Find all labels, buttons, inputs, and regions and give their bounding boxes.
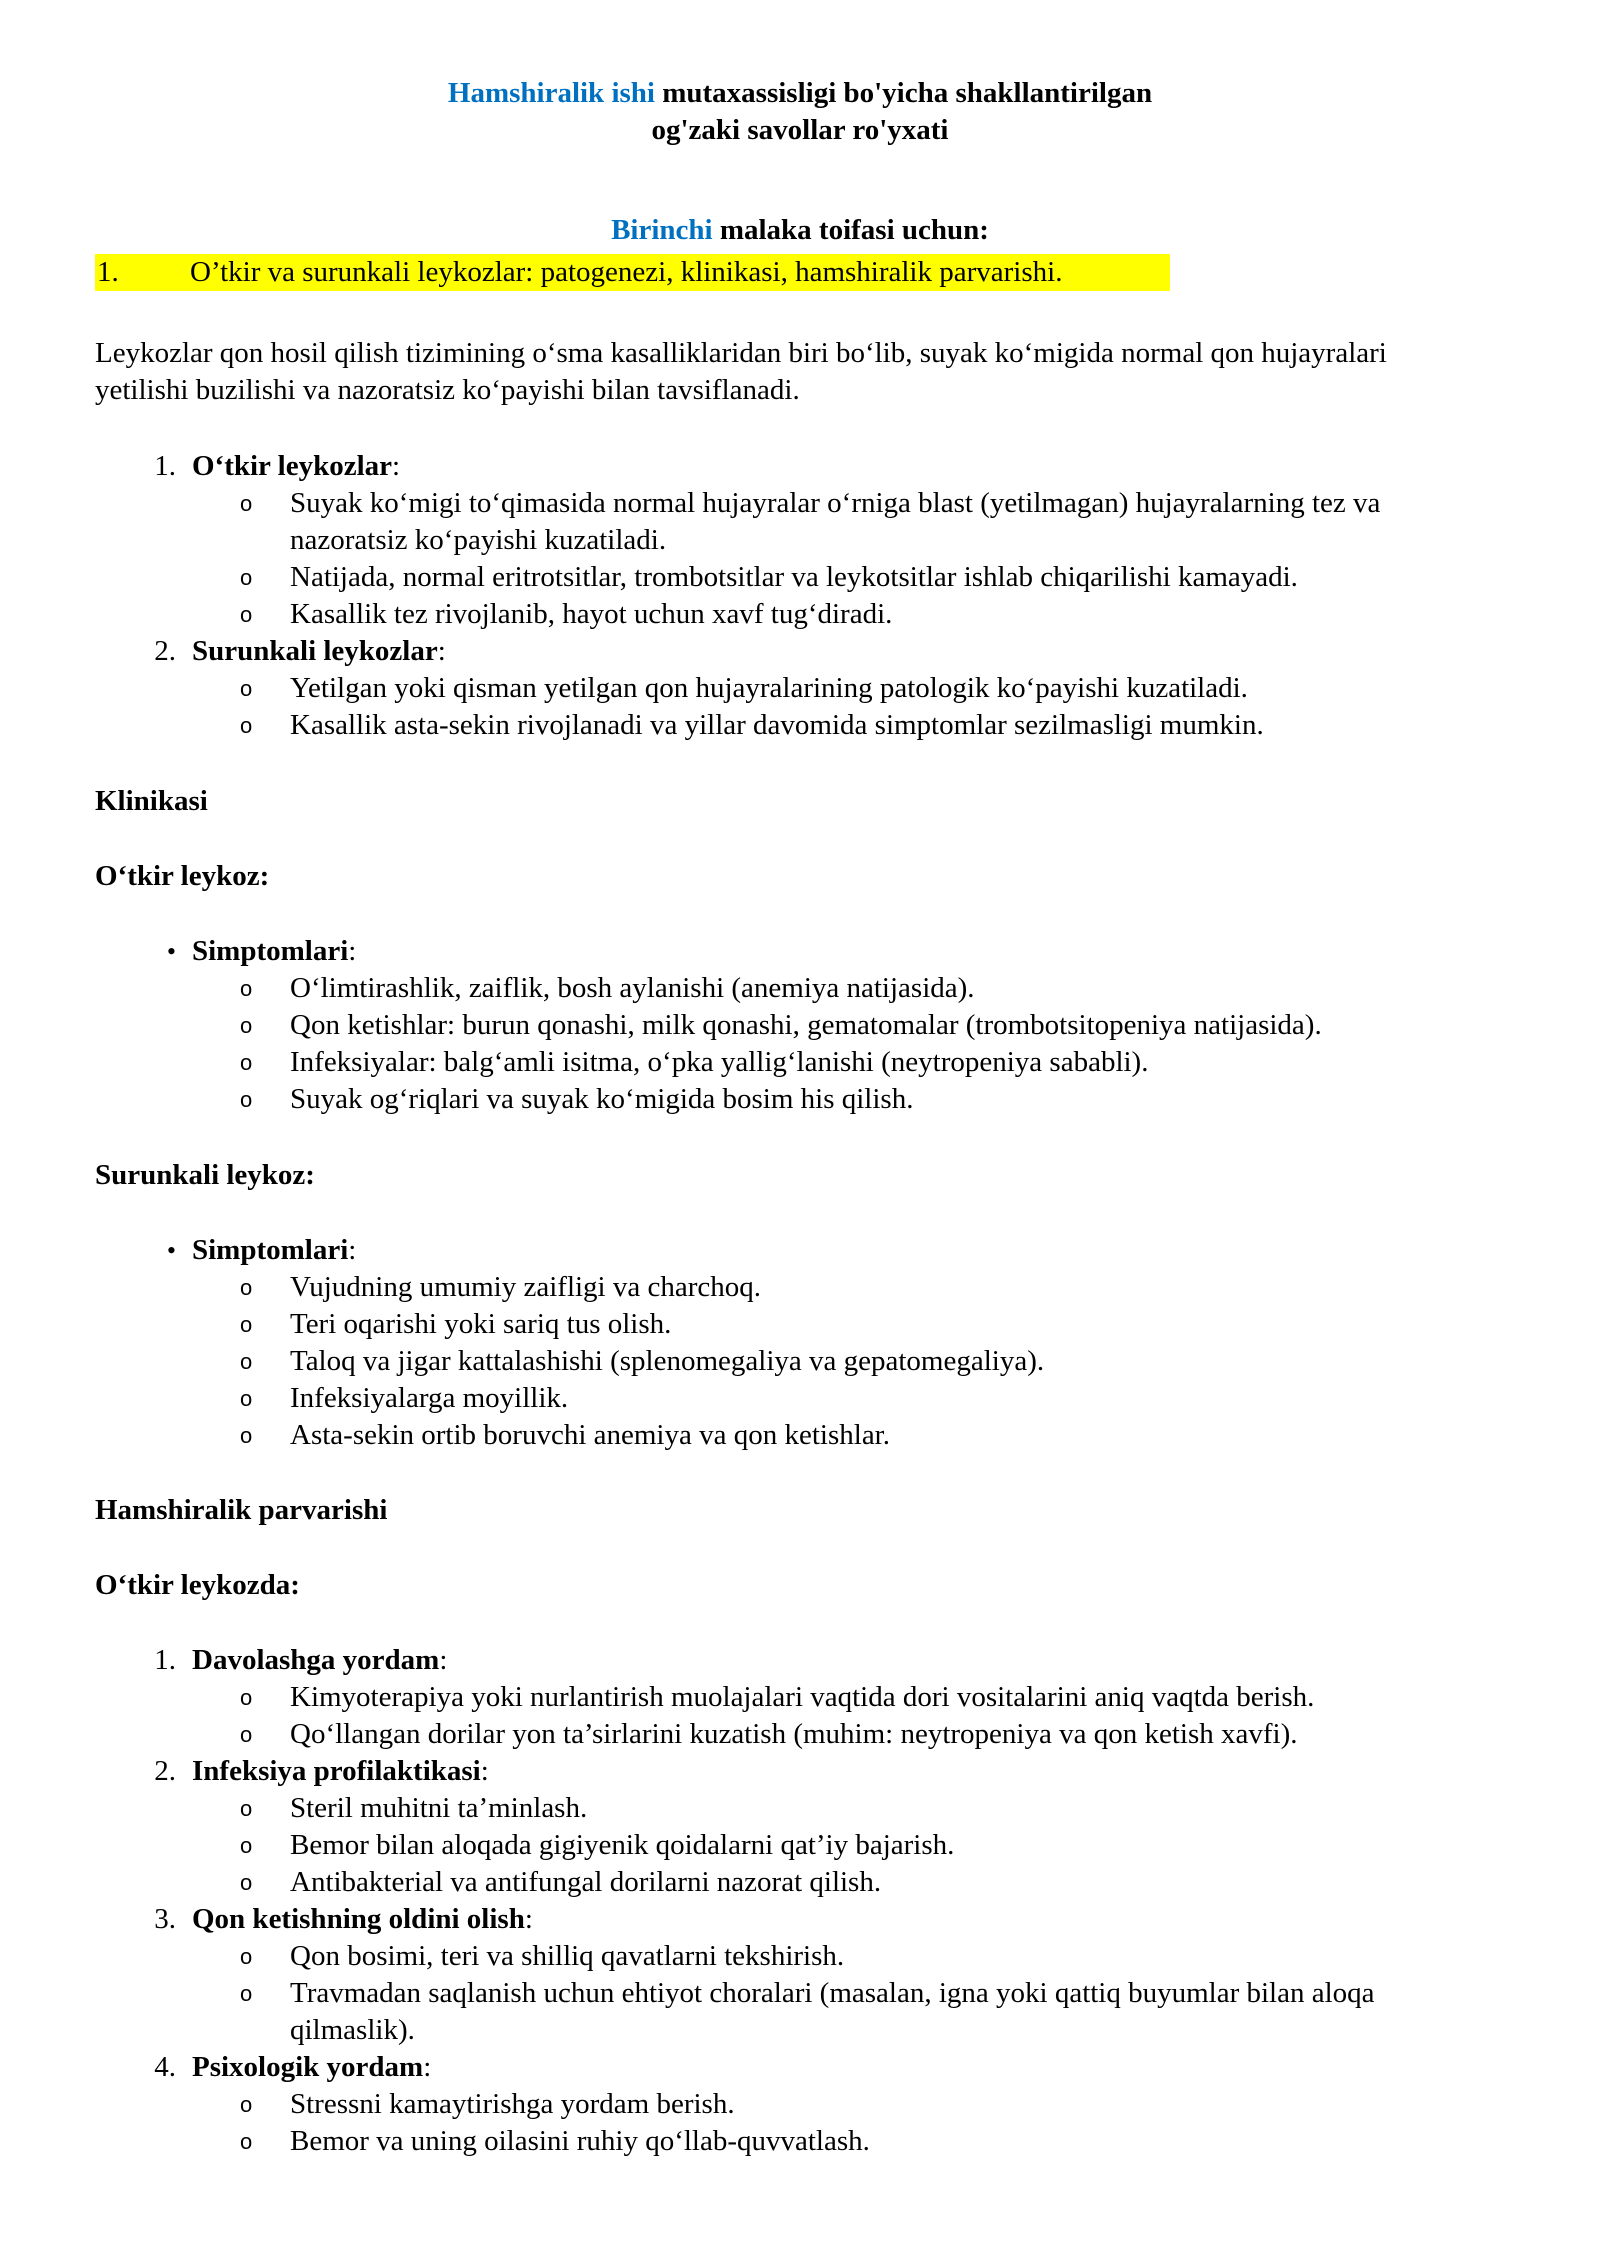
sub-item [240,1938,1500,1975]
sub-item-text: Qon ketishlar: burun qonashi, milk qonashi, gematomalar (trombotsitopeniya natijasida). [290,1009,1322,1041]
circle-bullet-icon: o [240,1722,253,1747]
colon: : [423,2051,432,2083]
sub-item-text: Infeksiyalar: balg‘amli isitma, o‘pka yallig‘lanishi (neytropeniya sababli). [290,1046,1149,1078]
document-title [95,75,1505,149]
sub-item-text: Kimyoterapiya yoki nurlantirish muolajalari vaqtida dori vositalarini aniq vaqtda berish. [290,1681,1315,1713]
care-label: Infeksiya profilaktikasi [192,1755,481,1787]
title-rest: mutaxassisligi bo'yicha shakllantirilgan [662,77,1153,109]
category-heading [95,212,1505,249]
symptoms-label-text: Simptomlari [192,1234,349,1266]
circle-bullet-icon: o [240,713,253,738]
section-heading-clinic: Klinikasi [95,785,208,817]
intro-paragraph: Leykozlar qon hosil qilish tizimining o‘sma kasalliklaridan biri bo‘lib, suyak ko‘migida normal qon hujayralari yetilishi buzilishi va nazoratsiz ko‘payishi bilan tavsiflanadi. [95,337,1387,406]
sub-item-text: Stressni kamaytirishga yordam berish. [290,2088,735,2120]
sub-item [240,559,1500,596]
colon: : [392,450,401,482]
sub-item-text: Kasallik asta-sekin rivojlanadi va yillar davomida simptomlar sezilmasligi mumkin. [290,709,1264,741]
colon: : [348,1234,357,1266]
title-line-1 [95,75,1505,112]
sub-item-text: Yetilgan yoki qisman yetilgan qon hujayralarining patologik ko‘payishi kuzatiladi. [290,672,1248,704]
bullet-icon: • [166,1236,176,1265]
sub-item-text: Teri oqarishi yoki sariq tus olish. [290,1308,672,1340]
sub-item [240,596,1500,633]
symptoms-label-text: Simptomlari [192,935,349,967]
sub-item [240,1790,1500,1827]
sub-item [240,485,1500,559]
circle-bullet-icon: o [240,1423,253,1448]
list-number: 2. [154,1755,176,1787]
subheading-chronic: Surunkali leykoz: [95,1159,315,1191]
sub-item [240,1343,1500,1380]
question-number: 1. [97,256,119,288]
bullet-icon: • [166,937,176,966]
colon: : [439,1644,448,1676]
type-label: O‘tkir leykozlar [192,450,393,482]
list-number: 2. [154,635,176,667]
circle-bullet-icon: o [240,1087,253,1112]
circle-bullet-icon: o [240,1050,253,1075]
subheading-acute: O‘tkir leykoz: [95,860,270,892]
list-number: 3. [154,1903,176,1935]
sub-item [240,2086,1500,2123]
sub-item-text: Bemor va uning oilasini ruhiy qo‘llab-quvvatlash. [290,2125,870,2157]
sub-item [240,2123,1500,2160]
circle-bullet-icon: o [240,1386,253,1411]
sub-item-text: Vujudning umumiy zaifligi va charchoq. [290,1271,762,1303]
colon: : [348,935,357,967]
circle-bullet-icon: o [240,1796,253,1821]
colon: : [437,635,446,667]
type-label: Surunkali leykozlar [192,635,438,667]
care-label: Psixologik yordam [192,2051,424,2083]
sub-item-text: Suyak og‘riqlari va suyak ko‘migida bosim his qilish. [290,1083,914,1115]
sub-item [240,1827,1500,1864]
circle-bullet-icon: o [240,1013,253,1038]
sub-item-text: Kasallik tez rivojlanib, hayot uchun xavf tug‘diradi. [290,598,893,630]
circle-bullet-icon: o [240,491,253,516]
care-label: Davolashga yordam [192,1644,440,1676]
sub-item-text: Qo‘llangan dorilar yon ta’sirlarini kuzatish (muhim: neytropeniya va qon ketish xavfi). [290,1718,1298,1750]
circle-bullet-icon: o [240,565,253,590]
circle-bullet-icon: o [240,602,253,627]
sub-item [240,1716,1500,1753]
sub-item [240,1081,1500,1118]
circle-bullet-icon: o [240,1870,253,1895]
care-label: Qon ketishning oldini olish [192,1903,525,1935]
sub-item [240,1306,1500,1343]
sub-item [240,1380,1500,1417]
sub-item [240,670,1500,707]
sub-item [240,1269,1500,1306]
section-heading-care: Hamshiralik parvarishi [95,1494,388,1526]
colon: : [480,1755,489,1787]
sub-item-text: O‘limtirashlik, zaiflik, bosh aylanishi (anemiya natijasida). [290,972,975,1004]
sub-item-text: Antibakterial va antifungal dorilarni nazorat qilish. [290,1866,882,1898]
list-number: 4. [154,2051,176,2083]
sub-item-text: Asta-sekin ortib boruvchi anemiya va qon ketishlar. [290,1419,890,1451]
sub-item [240,970,1500,1007]
circle-bullet-icon: o [240,1275,253,1300]
category-rest: malaka toifasi uchun: [719,214,989,246]
sub-item-text: Qon bosimi, teri va shilliq qavatlarni tekshirish. [290,1940,845,1972]
category-highlight: Birinchi [611,214,713,246]
colon: : [524,1903,533,1935]
list-number: 1. [154,1644,176,1676]
circle-bullet-icon: o [240,976,253,1001]
sub-item-text: Travmadan saqlanish uchun ehtiyot choralari (masalan, igna yoki qattiq buyumlar bilan aloqa qilmaslik). [290,1977,1375,2046]
circle-bullet-icon: o [240,676,253,701]
list-number: 1. [154,450,176,482]
circle-bullet-icon: o [240,1833,253,1858]
circle-bullet-icon: o [240,2129,253,2154]
sub-item [240,1044,1500,1081]
circle-bullet-icon: o [240,2092,253,2117]
subheading-acute-care: O‘tkir leykozda: [95,1569,300,1601]
sub-item-text: Infeksiyalarga moyillik. [290,1382,569,1414]
question-line [95,254,1170,291]
sub-item [240,1864,1500,1901]
sub-item-text: Natijada, normal eritrotsitlar, trombotsitlar va leykotsitlar ishlab chiqarilishi kamayadi. [290,561,1298,593]
sub-item [240,1007,1500,1044]
sub-item [240,1975,1500,2049]
sub-item-text: Bemor bilan aloqada gigiyenik qoidalarni qat’iy bajarish. [290,1829,955,1861]
circle-bullet-icon: o [240,1981,253,2006]
sub-item-text: Steril muhitni ta’minlash. [290,1792,588,1824]
sub-item-text: Taloq va jigar kattalashishi (splenomegaliya va gepatomegaliya). [290,1345,1045,1377]
circle-bullet-icon: o [240,1312,253,1337]
sub-item [240,1679,1500,1716]
sub-item [240,707,1500,744]
sub-item-text: Suyak ko‘migi to‘qimasida normal hujayralar o‘rniga blast (yetilmagan) hujayralarning tez va nazoratsiz ko‘payishi kuzatiladi. [290,487,1381,556]
title-highlight: Hamshiralik ishi [447,77,655,109]
circle-bullet-icon: o [240,1685,253,1710]
circle-bullet-icon: o [240,1349,253,1374]
title-line-2: og'zaki savollar ro'yxati [651,114,949,146]
sub-item [240,1417,1500,1454]
circle-bullet-icon: o [240,1944,253,1969]
question-text: O’tkir va surunkali leykozlar: patogenezi, klinikasi, hamshiralik parvarishi. [190,256,1063,288]
